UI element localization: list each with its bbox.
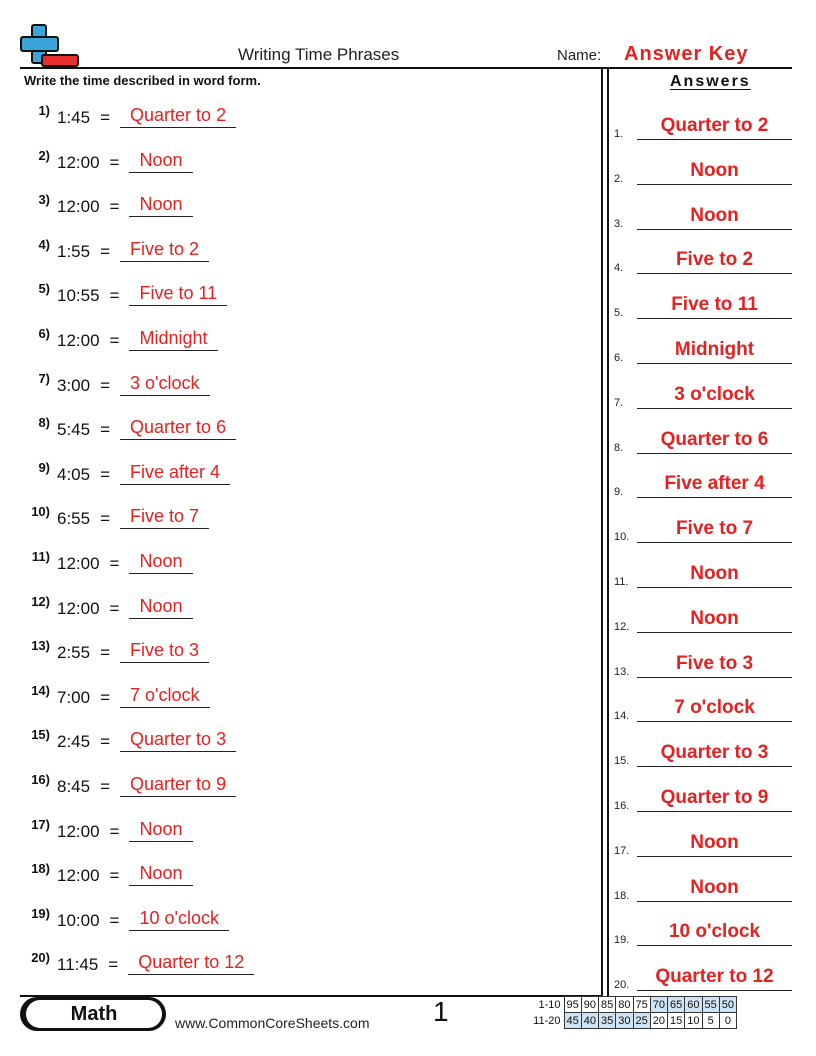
problem-number: 4) — [38, 236, 50, 252]
header-rule — [20, 67, 792, 69]
problem-row — [20, 544, 193, 574]
equals-sign: = — [109, 821, 120, 841]
answer-row — [612, 650, 792, 678]
answer-key-label: Answer Key — [624, 43, 749, 65]
problem-time: 12:00 — [57, 598, 100, 618]
answers-heading: Answers — [670, 73, 751, 90]
problem-time: 7:00 — [57, 687, 91, 707]
problem-number: 9) — [38, 459, 50, 475]
score-cell: 5 — [702, 1013, 719, 1029]
answer-number: 19. — [614, 934, 630, 947]
answer-number: 11. — [614, 576, 629, 588]
problem-number: 13) — [31, 638, 50, 654]
answer-text: Noon — [637, 562, 792, 588]
answer-number: 12. — [614, 620, 630, 633]
problem-row — [20, 901, 229, 931]
answer-number: 5. — [614, 307, 624, 320]
problem-number: 17) — [31, 816, 50, 832]
problem-row — [20, 143, 193, 173]
instructions: Write the time described in word form. — [24, 73, 261, 88]
equals-sign: = — [109, 286, 120, 306]
answer-text: Quarter to 2 — [637, 114, 792, 140]
answer-text: Quarter to 3 — [637, 741, 792, 767]
problem-answer: Noon — [129, 595, 192, 619]
score-cell: 75 — [633, 997, 650, 1013]
equals-sign: = — [100, 732, 111, 752]
answer-number: 6. — [614, 352, 624, 364]
problem-row — [20, 321, 218, 351]
answer-number: 9. — [614, 486, 624, 499]
problem-answer: Quarter to 12 — [128, 951, 254, 975]
problem-number: 20) — [31, 950, 50, 966]
problem-row — [20, 678, 210, 708]
problem-row — [20, 232, 209, 262]
problem-time: 1:55 — [57, 241, 91, 261]
problem-row — [20, 366, 210, 396]
score-cell: 55 — [702, 997, 719, 1013]
problem-number: 19) — [31, 905, 50, 921]
problem-number: 10) — [31, 504, 50, 520]
problem-row — [20, 98, 236, 128]
worksheet-title: Writing Time Phrases — [238, 45, 400, 64]
answer-row — [612, 605, 792, 633]
problem-answer: 10 o'clock — [129, 907, 228, 931]
problem-number: 3) — [38, 192, 50, 208]
answer-row — [612, 202, 792, 230]
problem-answer: 3 o'clock — [120, 372, 209, 396]
equals-sign: = — [109, 554, 120, 573]
problem-row — [20, 945, 254, 975]
answer-row — [612, 515, 792, 543]
equals-sign: = — [100, 643, 111, 663]
answer-text: Quarter to 9 — [637, 786, 792, 812]
problem-row — [20, 722, 236, 752]
score-row — [526, 997, 737, 1013]
score-range-label: 11-20 — [533, 1014, 561, 1027]
answer-row — [612, 426, 792, 454]
answer-number: 3. — [614, 217, 624, 230]
equals-sign: = — [108, 955, 119, 975]
answer-text: 7 o'clock — [637, 696, 792, 722]
problem-number: 2) — [38, 147, 50, 163]
score-table — [526, 996, 737, 1029]
equals-sign: = — [109, 152, 120, 172]
problem-row — [20, 499, 209, 529]
equals-sign: = — [100, 375, 111, 395]
equals-sign: = — [100, 420, 111, 440]
equals-sign: = — [100, 241, 111, 261]
answer-text: Noon — [637, 159, 792, 185]
problem-answer: Five to 3 — [120, 639, 209, 663]
answer-row — [612, 381, 792, 409]
problem-answer: Noon — [129, 862, 192, 886]
problem-time: 11:45 — [57, 955, 99, 975]
problem-number: 14) — [31, 682, 50, 698]
answer-text: Quarter to 6 — [637, 428, 792, 454]
problem-answer: Five after 4 — [120, 461, 230, 485]
problem-time: 3:00 — [57, 375, 91, 395]
answer-row — [612, 246, 792, 274]
answer-number: 8. — [614, 441, 624, 454]
answer-row — [612, 918, 792, 946]
answer-text: Noon — [637, 607, 792, 633]
problem-number: 6) — [38, 326, 50, 341]
answer-text: 10 o'clock — [637, 920, 792, 946]
answer-text: Five to 3 — [637, 652, 792, 678]
equals-sign: = — [100, 464, 111, 484]
score-cell: 25 — [633, 1013, 650, 1029]
problem-number: 8) — [38, 415, 50, 431]
equals-sign: = — [109, 866, 120, 886]
answer-text: 3 o'clock — [637, 383, 792, 409]
problem-time: 12:00 — [57, 152, 100, 172]
equals-sign: = — [100, 108, 111, 127]
problem-time: 12:00 — [57, 197, 100, 217]
answer-number: 17. — [614, 844, 630, 857]
score-cell: 35 — [599, 1013, 616, 1029]
equals-sign: = — [109, 598, 120, 618]
problem-row — [20, 410, 236, 440]
score-cell: 20 — [650, 1013, 667, 1029]
problem-number: 11) — [31, 549, 50, 564]
equals-sign: = — [100, 687, 111, 707]
problem-row — [20, 767, 236, 797]
answer-row — [612, 874, 792, 902]
problem-row — [20, 589, 193, 619]
answer-text: Noon — [637, 831, 792, 857]
answer-row — [612, 694, 792, 722]
problem-answer: Five to 2 — [120, 238, 209, 262]
answer-number: 10. — [614, 531, 630, 544]
problem-answer: Quarter to 9 — [120, 773, 236, 797]
answer-number: 2. — [614, 172, 624, 185]
score-cell: 10 — [685, 1013, 702, 1029]
score-cell: 15 — [668, 1013, 685, 1029]
problem-answer: Five to 11 — [129, 282, 227, 306]
score-cell: 90 — [581, 997, 598, 1013]
problem-time: 12:00 — [57, 866, 100, 886]
answer-row — [612, 784, 792, 812]
answer-text: Noon — [637, 876, 792, 902]
problem-number: 16) — [31, 772, 50, 787]
problem-time: 2:55 — [57, 643, 91, 663]
problem-answer: Quarter to 6 — [120, 416, 236, 440]
equals-sign: = — [109, 910, 120, 930]
score-cell: 50 — [719, 997, 736, 1013]
problem-answer: Quarter to 2 — [120, 104, 236, 128]
equals-sign: = — [109, 331, 120, 350]
problem-time: 12:00 — [57, 331, 100, 350]
column-divider — [601, 68, 609, 996]
answer-text: Noon — [637, 204, 792, 230]
answer-row — [612, 157, 792, 185]
answer-text: Five after 4 — [637, 472, 792, 498]
answer-number: 14. — [614, 710, 630, 723]
problem-number: 5) — [38, 281, 50, 297]
score-cell: 70 — [650, 997, 667, 1013]
score-cell: 85 — [599, 997, 616, 1013]
answer-number: 20. — [614, 979, 630, 992]
problem-time: 1:45 — [57, 108, 91, 127]
answer-number: 1. — [614, 128, 624, 140]
problem-answer: Noon — [129, 818, 192, 842]
problem-time: 10:00 — [57, 910, 100, 930]
problem-answer: Midnight — [129, 327, 217, 351]
problem-row — [20, 812, 193, 842]
answer-row — [612, 963, 792, 991]
name-label: Name: — [557, 47, 602, 64]
problem-number: 1) — [38, 103, 50, 118]
problem-answer: 7 o'clock — [120, 684, 209, 708]
problem-answer: Quarter to 3 — [120, 728, 236, 752]
score-row — [526, 1013, 737, 1029]
score-range-label: 1-10 — [538, 998, 561, 1011]
problem-row — [20, 455, 230, 485]
problem-answer: Noon — [129, 149, 192, 173]
subject-label: Math — [26, 1000, 162, 1028]
answer-text: Quarter to 12 — [637, 965, 792, 991]
answer-text: Five to 7 — [637, 517, 792, 543]
equals-sign: = — [100, 509, 111, 529]
answer-text: Five to 2 — [637, 248, 792, 274]
problem-answer: Noon — [129, 550, 192, 574]
answer-number: 15. — [614, 755, 630, 768]
answer-number: 7. — [614, 396, 624, 409]
plus-minus-logo-icon — [20, 24, 80, 68]
answer-text: Five to 11 — [637, 293, 792, 319]
answer-number: 16. — [614, 800, 630, 812]
answer-number: 18. — [614, 889, 630, 902]
score-cell: 80 — [616, 997, 633, 1013]
problem-number: 7) — [38, 370, 50, 386]
answer-row — [612, 336, 792, 364]
answer-row — [612, 739, 792, 767]
answer-row — [612, 112, 792, 140]
problem-time: 6:55 — [57, 509, 91, 529]
problem-row — [20, 633, 209, 663]
answer-row — [612, 291, 792, 319]
equals-sign: = — [109, 197, 120, 217]
problem-answer: Noon — [129, 193, 192, 217]
problem-row — [20, 187, 193, 217]
score-cell: 60 — [685, 997, 702, 1013]
problem-answer: Five to 7 — [120, 505, 209, 529]
score-cell: 0 — [719, 1013, 736, 1029]
score-cell: 30 — [616, 1013, 633, 1029]
problem-time: 12:00 — [57, 554, 100, 573]
equals-sign: = — [100, 777, 111, 796]
answer-number: 13. — [614, 665, 630, 678]
score-cell: 45 — [564, 1013, 581, 1029]
website-link: www.CommonCoreSheets.com — [175, 1015, 370, 1031]
problem-time: 5:45 — [57, 420, 91, 440]
problem-row — [20, 856, 193, 886]
problem-time: 2:45 — [57, 732, 91, 752]
problem-number: 15) — [31, 727, 50, 743]
problem-time: 12:00 — [57, 821, 100, 841]
answer-row — [612, 560, 792, 588]
answer-number: 4. — [614, 262, 624, 275]
answer-row — [612, 470, 792, 498]
problem-time: 4:05 — [57, 464, 91, 484]
problem-number: 18) — [31, 861, 50, 877]
answer-text: Midnight — [637, 338, 792, 364]
score-cell: 95 — [564, 997, 581, 1013]
score-cell: 65 — [668, 997, 685, 1013]
page-number: 1 — [433, 996, 449, 1027]
score-cell: 40 — [581, 1013, 598, 1029]
problem-row — [20, 276, 227, 306]
problem-number: 12) — [31, 593, 50, 609]
problem-time: 10:55 — [57, 286, 100, 306]
answer-row — [612, 829, 792, 857]
problem-time: 8:45 — [57, 777, 91, 796]
